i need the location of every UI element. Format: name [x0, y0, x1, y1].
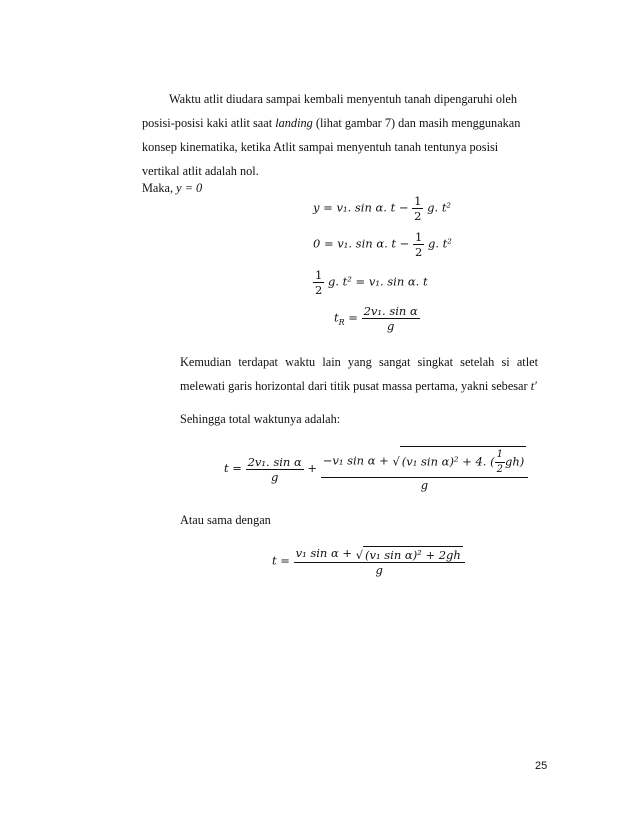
fraction-final: $\frac{\text{v₁ sin α + √ (v₁ sin α)² + 2gh}}{g}$: [294, 546, 465, 577]
paragraph2-line1: Kemudian terdapat waktu lain yang sangat singkat setelah si atlet: [180, 355, 538, 369]
page-number: 25: [535, 760, 548, 772]
sehingga-line: Sehingga total waktunya adalah:: [180, 412, 341, 426]
fraction-half: $\frac{1}{2}$: [496, 449, 503, 475]
fraction-second: −v₁ sin α + √ (v₁ sin α)² + 4. ( $\frac{1}{2}$ gh) g: [321, 446, 529, 492]
equation-1: y = v₁. sin α. t − $\frac{1}{2}$ g. t²: [313, 194, 452, 223]
paragraph1-line1: Waktu atlit diudara sampai kembali menyentuh tanah dipengaruhi oleh: [169, 92, 517, 106]
fraction-half: $\frac{1}{2}$: [414, 194, 422, 223]
atau-line: Atau sama dengan: [180, 513, 271, 527]
final-equation: t = $\frac{\text{v₁ sin α + √ (v₁ sin α)² + 2gh}}{g}$: [272, 546, 465, 577]
equation-4: $t_R$ = $\frac{\text{2v₁. sin α}}{g}$: [334, 304, 418, 333]
square-root: √ (v₁ sin α)² + 2gh: [355, 548, 461, 562]
paragraph2-line2: melewati garis horizontal dari titik pusat massa pertama, yakni sebesar t′: [180, 379, 537, 393]
t-prime: t′: [530, 379, 537, 393]
equation-2: 0 = v₁. sin α. t − $\frac{1}{2}$ g. t²: [313, 230, 452, 259]
equation-3: $\frac{1}{2}$ g. t² = v₁. sin α. t: [315, 268, 428, 297]
total-time-equation: t = $\frac{\text{2v₁. sin α}}{g}$ + −v₁ sin α + √ (v₁ sin α)² + 4. ( $\frac{1}{2}$ gh) g: [224, 446, 528, 492]
square-root: √ (v₁ sin α)² + 4. ( $\frac{1}{2}$ gh): [392, 446, 526, 477]
fraction-half: $\frac{1}{2}$: [414, 230, 423, 259]
maka-math: y = 0: [176, 181, 203, 195]
fraction-tr: $\frac{\text{2v₁. sin α}}{g}$: [363, 304, 418, 333]
paragraph1-line3: konsep kinematika, ketika Atlit sampai menyentuh tanah tentunya posisi: [142, 140, 499, 154]
fraction-half: $\frac{1}{2}$: [315, 268, 323, 297]
fraction-first: $\frac{\text{2v₁. sin α}}{g}$: [247, 454, 302, 484]
paragraph1-line2: posisi-posisi kaki atlit saat landing (lihat gambar 7) dan masih menggunakan: [142, 116, 521, 130]
italic-landing: landing: [275, 116, 313, 130]
paragraph1-line4: vertikal atlit adalah nol.: [142, 164, 259, 178]
maka-line: Maka, y = 0: [142, 181, 203, 195]
